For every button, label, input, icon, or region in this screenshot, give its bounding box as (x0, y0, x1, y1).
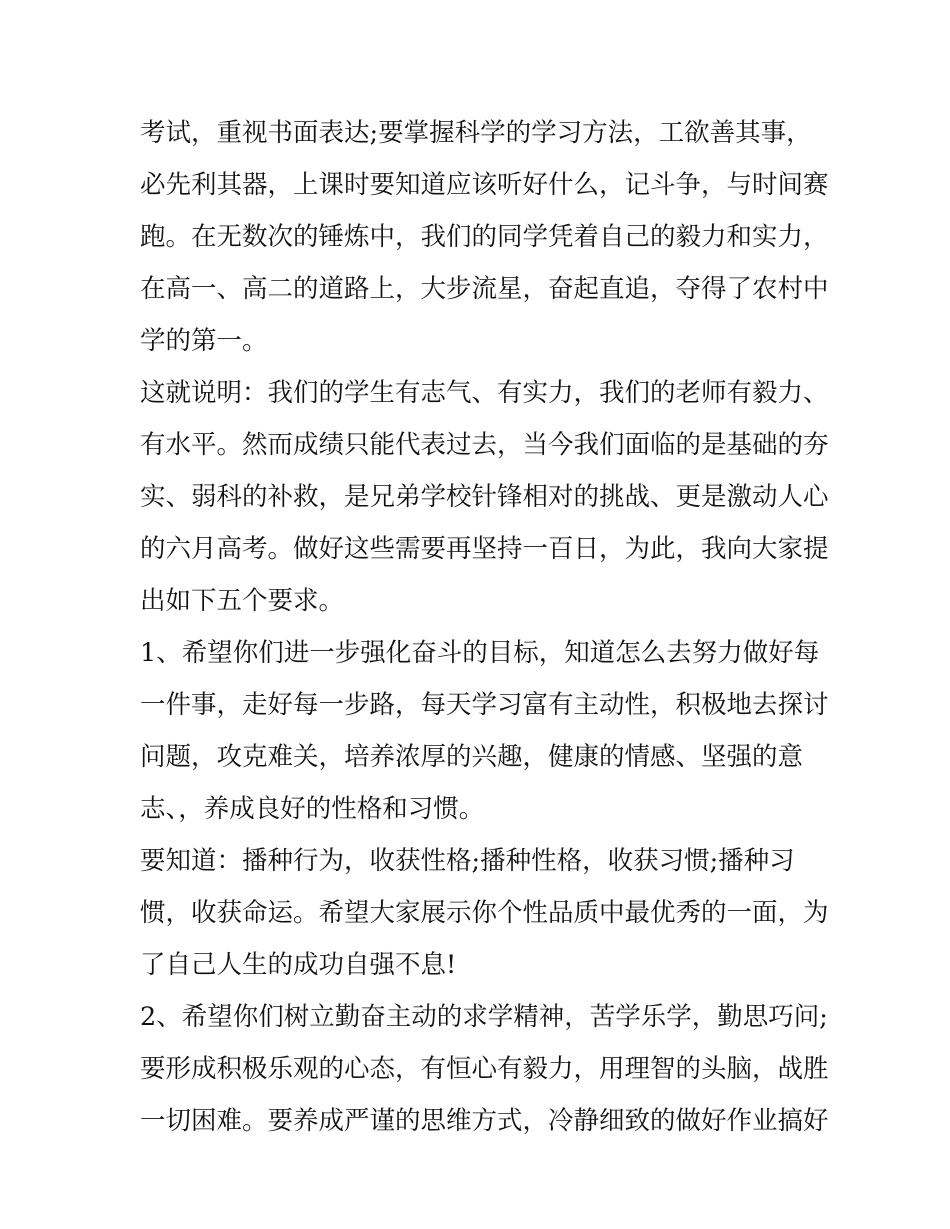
text-line: 跑。在无数次的锤炼中，我们的同学凭着自己的毅力和实力， (140, 222, 829, 252)
text-line: 考试，重视书面表达;要掌握科学的学习方法，工欲善其事， (140, 118, 812, 148)
text-line: 了自己人生的成功自强不息! (140, 950, 457, 980)
text-line: 实、弱科的补救，是兄弟学校针锋相对的挑战、更是激动人心 (140, 482, 829, 512)
text-line: 一切困难。要养成严谨的思维方式，冷静细致的做好作业搞好 (140, 1106, 829, 1136)
text-line: 出如下五个要求。 (140, 586, 345, 616)
text-line: 要形成积极乐观的心态，有恒心有毅力，用理智的头脑，战胜 (140, 1054, 829, 1084)
text-line: 在高一、高二的道路上，大步流星，奋起直追，夺得了农村中 (140, 274, 829, 304)
text-line: 惯，收获命运。希望大家展示你个性品质中最优秀的一面，为 (140, 898, 829, 928)
text-line: 有水平。然而成绩只能代表过去，当今我们面临的是基础的夯 (140, 430, 829, 460)
text-line: 1、希望你们进一步强化奋斗的目标，知道怎么去努力做好每 (140, 638, 820, 668)
text-line: 2、希望你们树立勤奋主动的求学精神，苦学乐学，勤思巧问; (140, 1002, 828, 1032)
text-line: 要知道：播种行为，收获性格;播种性格，收获习惯;播种习 (140, 846, 795, 876)
text-line: 问题，攻克难关，培养浓厚的兴趣，健康的情感、坚强的意 (140, 742, 804, 772)
text-line: 学的第一。 (140, 326, 268, 356)
body-text (140, 107, 829, 1147)
text-line: 这就说明：我们的学生有志气、有实力，我们的老师有毅力、 (140, 378, 829, 408)
text-line: 一件事，走好每一步路，每天学习富有主动性，积极地去探讨 (140, 690, 829, 720)
text-line: 必先利其器，上课时要知道应该听好什么，记斗争，与时间赛 (140, 170, 829, 200)
text-line: 志、，养成良好的性格和习惯。 (140, 794, 485, 824)
text-line: 的六月高考。做好这些需要再坚持一百日，为此，我向大家提 (140, 534, 829, 564)
